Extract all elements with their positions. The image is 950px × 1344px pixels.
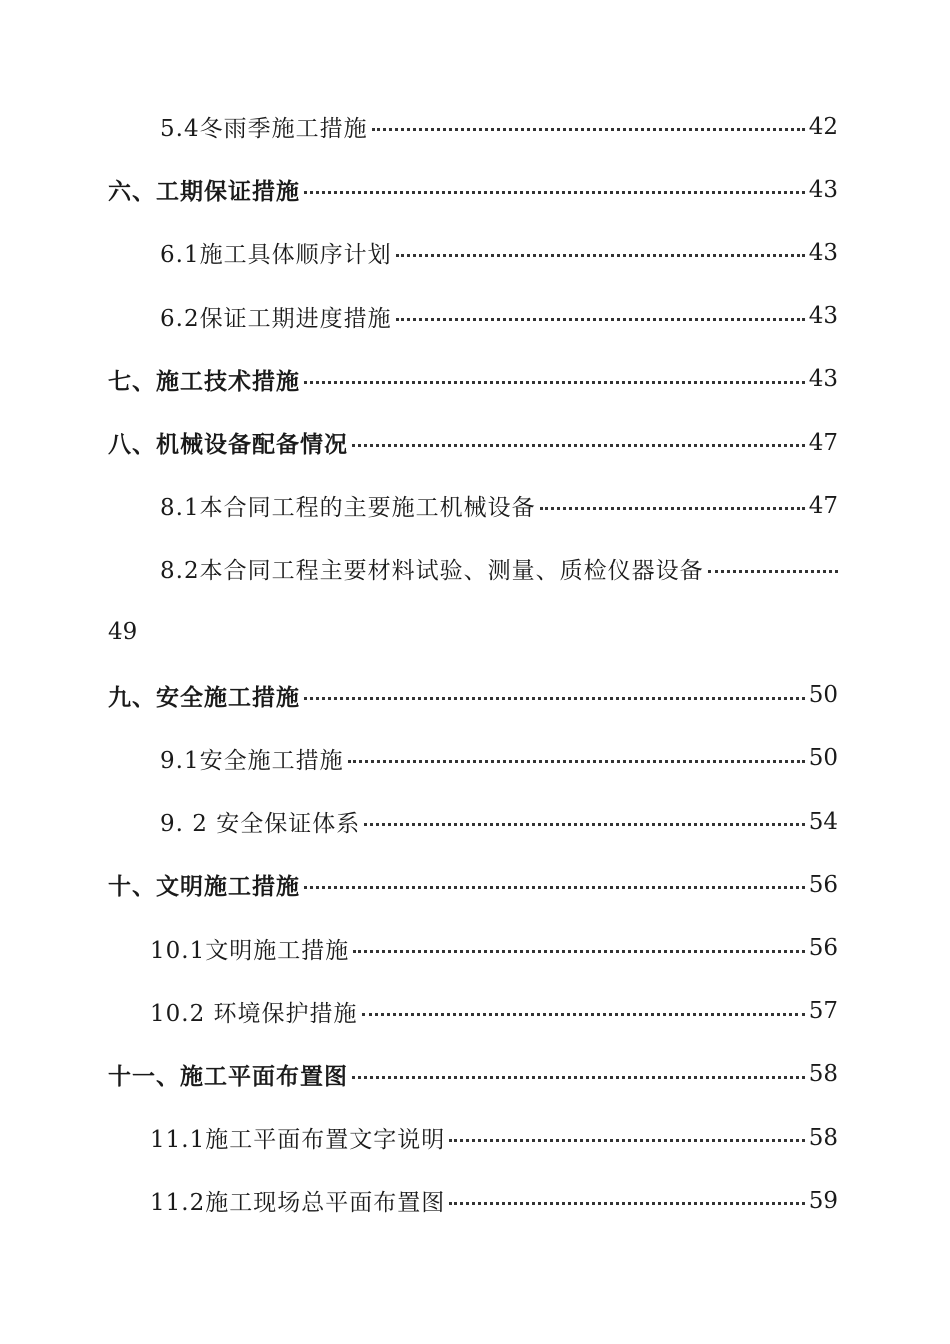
dot-leader (352, 444, 805, 447)
dot-leader (449, 1139, 805, 1142)
dot-leader (353, 950, 805, 953)
dot-leader (372, 128, 805, 131)
toc-entry-page: 47 (808, 492, 838, 519)
dot-leader (708, 570, 838, 573)
toc-entry[interactable] (108, 1106, 838, 1169)
toc-entry-title: 七、施工技术措施 (108, 367, 300, 395)
toc-entry-title: 8.2本合同工程主要材料试验、测量、质检仪器设备 (160, 558, 704, 585)
toc-entry-title: 10.1文明施工措施 (150, 937, 350, 964)
toc-entry-title: 9. 2 安全保证体系 (160, 811, 361, 838)
toc-entry[interactable] (108, 348, 838, 411)
dot-leader (348, 760, 805, 763)
toc-entry[interactable] (108, 853, 838, 916)
toc-entry-title: 六、工期保证措施 (108, 178, 300, 206)
toc-entry-title: 11.1施工平面布置文字说明 (150, 1127, 446, 1154)
dot-leader (362, 1013, 805, 1016)
toc-entry-page: 43 (808, 176, 838, 203)
toc-entry-page: 57 (808, 998, 838, 1025)
toc-entry-page: 56 (808, 935, 838, 962)
toc-entry[interactable] (108, 980, 838, 1043)
dot-leader (352, 1076, 805, 1079)
toc-entry-title: 6.1施工具体顺序计划 (160, 242, 392, 269)
toc-entry-title: 8.1本合同工程的主要施工机械设备 (160, 495, 536, 522)
toc-entry[interactable] (108, 916, 838, 979)
toc-entry-title: 八、机械设备配备情况 (108, 431, 348, 459)
dot-leader (396, 254, 805, 257)
toc-entry-title: 10.2 环境保护措施 (150, 1000, 358, 1027)
toc-entry-page: 56 (808, 871, 838, 898)
toc-entry-page: 49 (108, 619, 138, 646)
toc-entry-page: 50 (808, 745, 838, 772)
dot-leader (396, 318, 805, 321)
toc-entry-page: 58 (808, 1124, 838, 1151)
dot-leader (304, 191, 805, 194)
toc-entry[interactable] (108, 664, 838, 727)
toc-entry-title: 十、文明施工措施 (108, 873, 300, 901)
toc-entry[interactable] (108, 537, 838, 600)
table-of-contents (108, 95, 838, 1232)
toc-entry-title: 九、安全施工措施 (108, 683, 300, 711)
dot-leader (364, 823, 805, 826)
dot-leader (304, 381, 805, 384)
toc-entry-title: 9.1安全施工措施 (160, 747, 344, 774)
toc-entry-title: 11.2施工现场总平面布置图 (150, 1190, 446, 1217)
toc-entry[interactable] (108, 221, 838, 284)
toc-entry-title: 6.2保证工期进度措施 (160, 305, 392, 332)
toc-entry[interactable] (108, 1169, 838, 1232)
toc-entry[interactable] (108, 1043, 838, 1106)
dot-leader (449, 1202, 805, 1205)
toc-entry-page: 59 (808, 1187, 838, 1214)
dot-leader (304, 886, 805, 889)
toc-entry[interactable] (108, 411, 838, 474)
toc-entry[interactable] (108, 474, 838, 537)
toc-entry-title: 5.4冬雨季施工措施 (160, 116, 368, 143)
toc-entry-title: 十一、施工平面布置图 (108, 1062, 348, 1090)
toc-entry-page: 54 (808, 808, 838, 835)
toc-entry-page: 47 (808, 429, 838, 456)
dot-leader (540, 507, 805, 510)
dot-leader (304, 697, 805, 700)
toc-entry-page: 43 (808, 366, 838, 393)
toc-entry-page: 43 (808, 239, 838, 266)
toc-entry[interactable] (108, 727, 838, 790)
toc-entry-wrapped-page (108, 601, 838, 664)
toc-entry[interactable] (108, 285, 838, 348)
toc-entry-page: 50 (808, 682, 838, 709)
toc-entry-page: 42 (808, 113, 838, 140)
toc-entry[interactable] (108, 158, 838, 221)
toc-entry[interactable] (108, 790, 838, 853)
toc-entry-page: 43 (808, 303, 838, 330)
toc-entry[interactable] (108, 95, 838, 158)
toc-entry-page: 58 (808, 1061, 838, 1088)
